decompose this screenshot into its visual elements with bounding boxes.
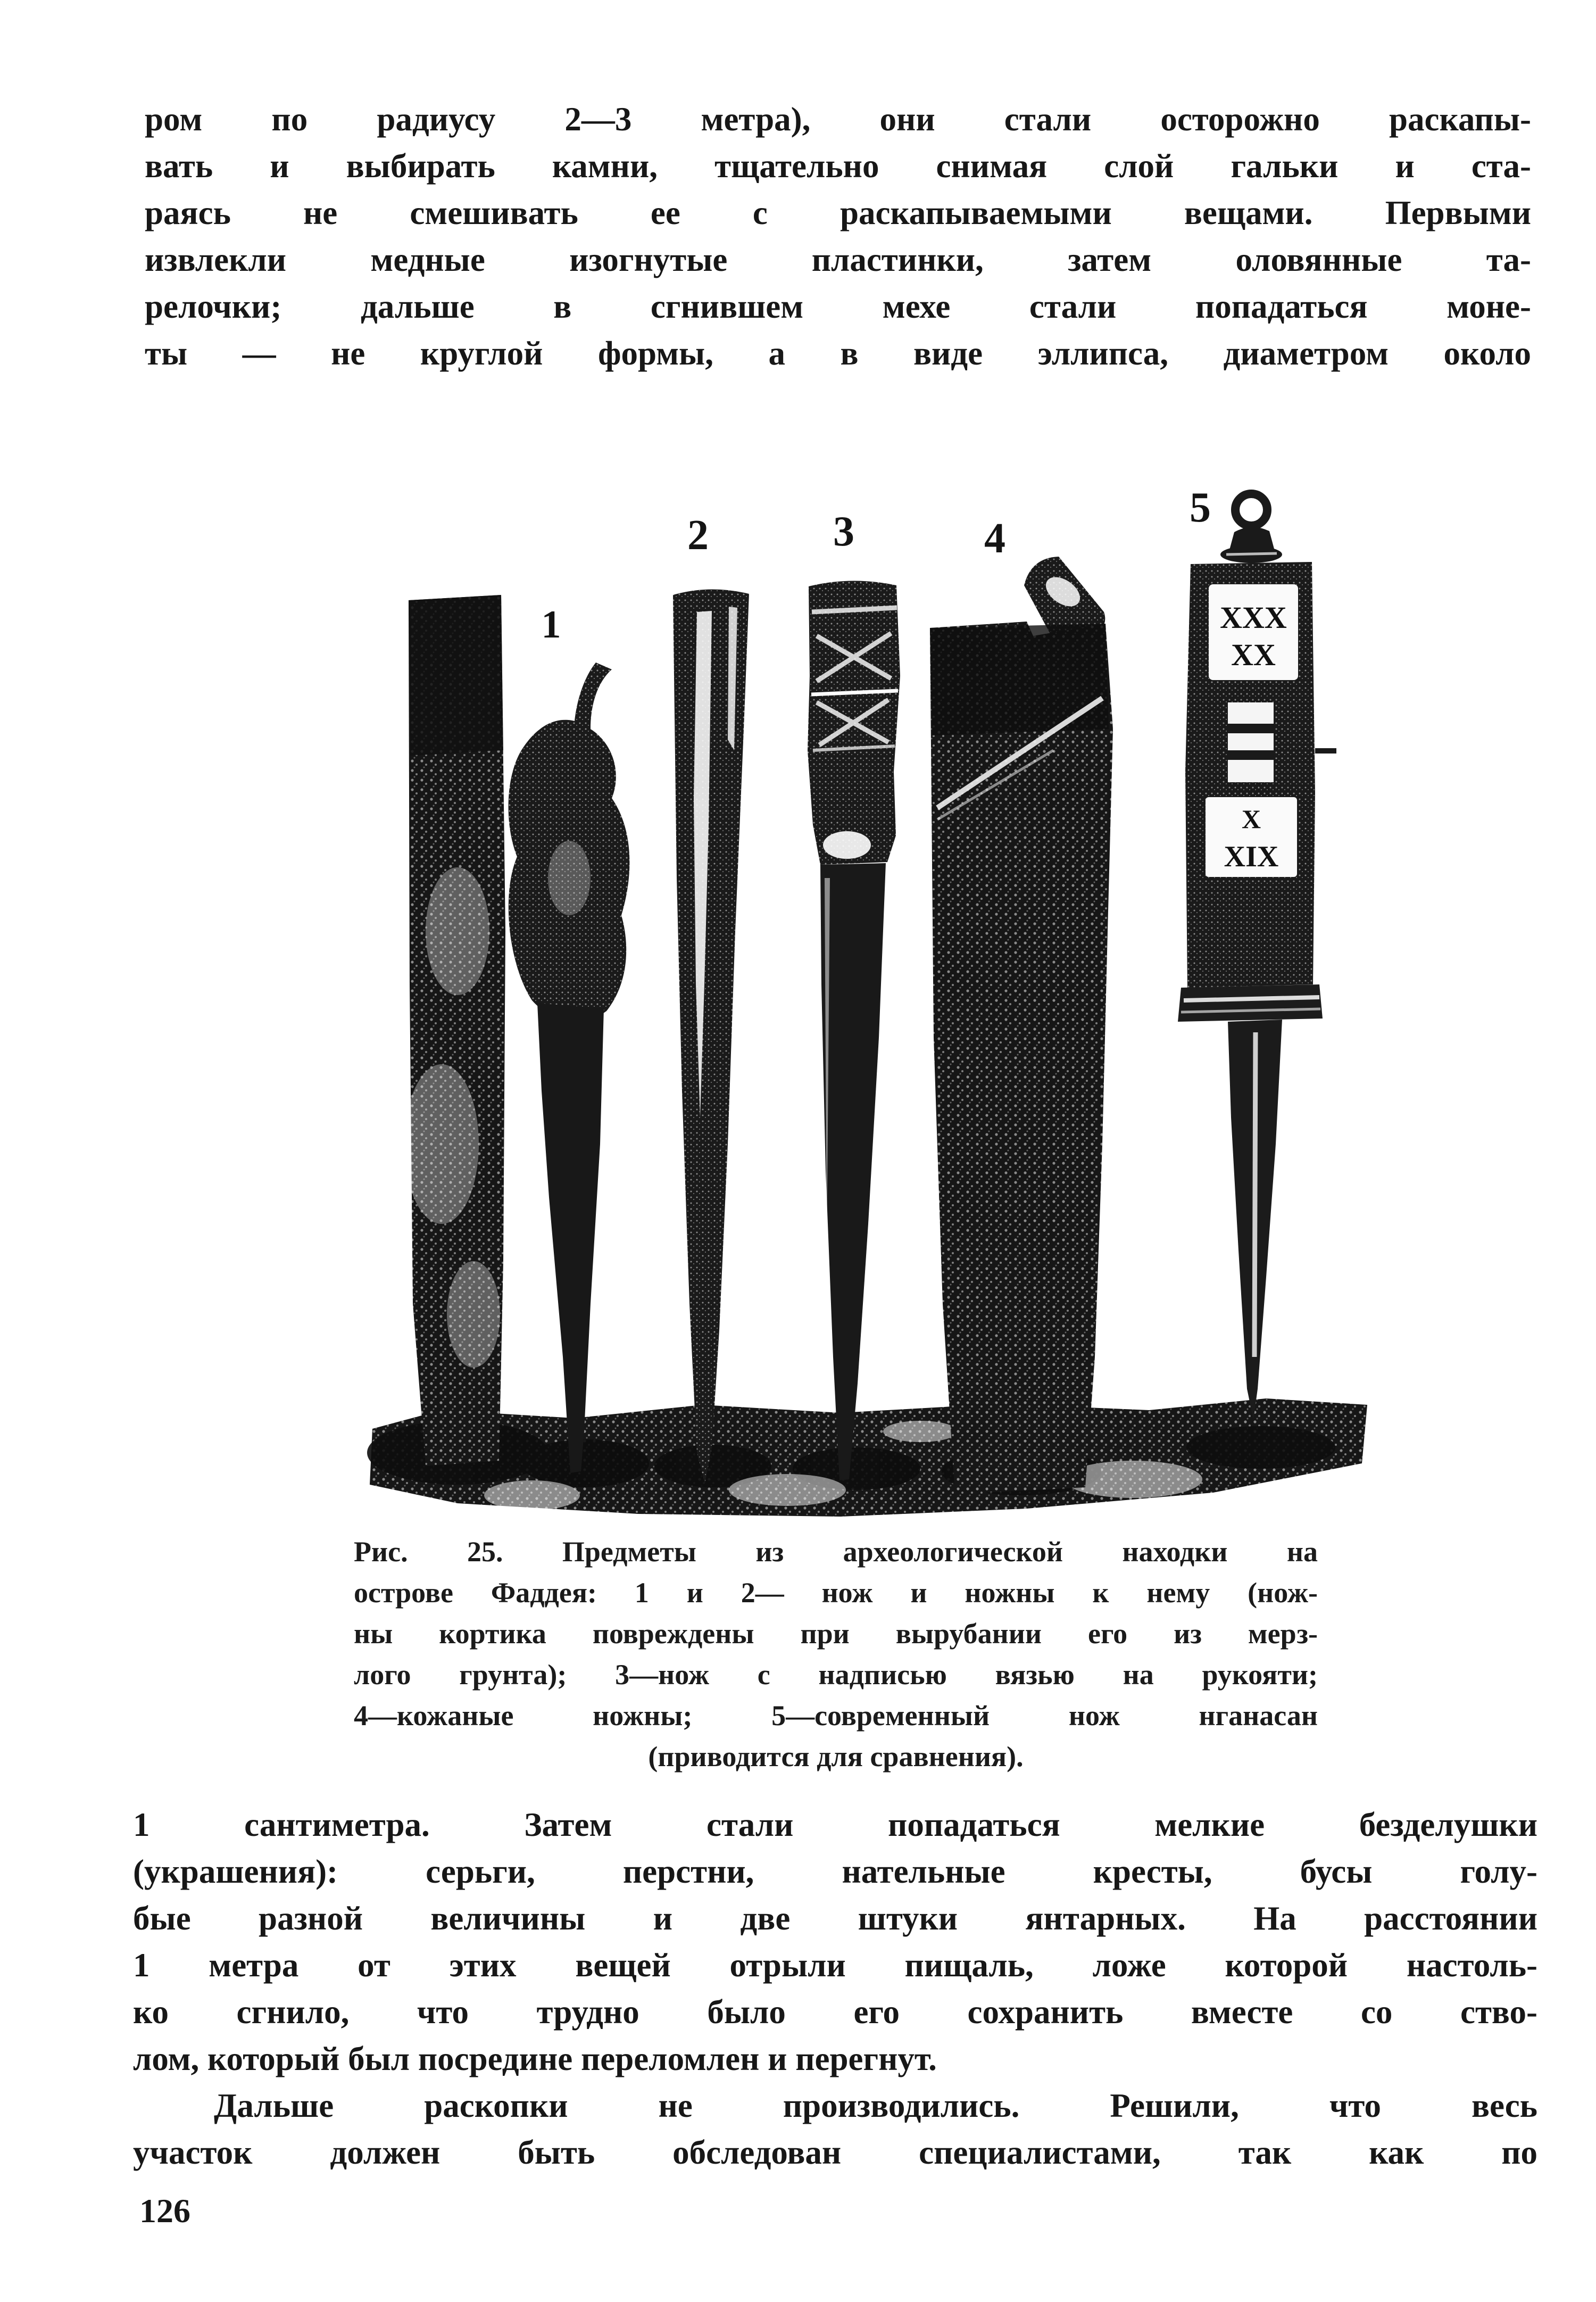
ruler-column [404,595,505,1466]
paragraph-end [133,2082,1537,2176]
sheath-ornament-row3: X [1241,804,1261,834]
text-line: (украшения): серьги, перстни, нательные кресты, бусы голу- [133,1853,1537,1890]
leather-sheath-4 [930,557,1113,1494]
figure-label-4: 4 [984,515,1005,562]
caption-line: Рис. 25. Предметы из археологической находки на [354,1536,1318,1568]
text-line: вать и выбирать камни, тщательно снимая слой гальки и ста- [145,147,1531,185]
figure-photo [362,452,1394,1522]
text-line: ты — не круглой формы, а в виде эллипса, диаметром около [145,335,1531,372]
sheath-ornament-row4: XIX [1224,840,1279,873]
text-line: 1 метра от этих вещей отрыли пищаль, ложе которой настоль- [133,1947,1537,1984]
text-line: лом, который был посредине переломлен и перегнут. [133,2040,937,2077]
text-line: извлекли медные изогнутые пластинки, затем оловянные та- [145,241,1531,278]
figure-label-3: 3 [833,508,854,555]
knife-1-remains [509,663,630,1473]
text-line: релочки; дальше в сгнившем мехе стали попадаться моне- [145,288,1531,325]
sheath-2 [673,589,749,1484]
page-number: 126 [139,2192,190,2230]
figure-label-1: 1 [541,603,561,647]
text-line: Дальше раскопки не производились. Решили, что весь [214,2087,1537,2124]
figure-caption [354,1531,1318,1777]
caption-line: лого грунта); 3—нож с надписью вязью на рукояти; [354,1659,1318,1691]
figure-label-2: 2 [687,512,709,559]
caption-line: ны кортика повреждены при вырубании его из мерз- [354,1618,1318,1650]
text-line: 1 сантиметра. Затем стали попадаться мелкие безделушки [133,1806,1537,1843]
text-line: участок должен быть обследован специалистами, так как по [133,2134,1537,2171]
sheath-ornament-row2: XX [1231,637,1276,672]
figure-label-5: 5 [1190,484,1211,531]
pommel-ring [1235,494,1267,526]
caption-line: острове Фаддея: 1 и 2— нож и ножны к нему (нож- [354,1577,1318,1609]
knife-3 [808,581,900,1480]
caption-line: (приводится для сравнения). [648,1741,1024,1773]
figure-photo-svg [362,452,1394,1522]
caption-line: 4—кожаные ножны; 5—современный нож нганасан [354,1700,1318,1732]
text-line: бые разной величины и две штуки янтарных. На расстоянии [133,1900,1537,1937]
nganasan-knife-5 [1178,494,1336,1420]
text-line: ко сгнило, что трудно было его сохранить вместе со ство- [133,1993,1537,2031]
text-line: ром по радиусу 2—3 метра), они стали осторожно раскапы- [145,101,1531,138]
paragraph-middle [133,1801,1537,2082]
text-line: раясь не смешивать ее с раскапываемыми вещами. Первыми [145,194,1531,231]
sheath-ornament-row1: XXX [1220,600,1287,635]
paragraph-top [145,96,1531,377]
